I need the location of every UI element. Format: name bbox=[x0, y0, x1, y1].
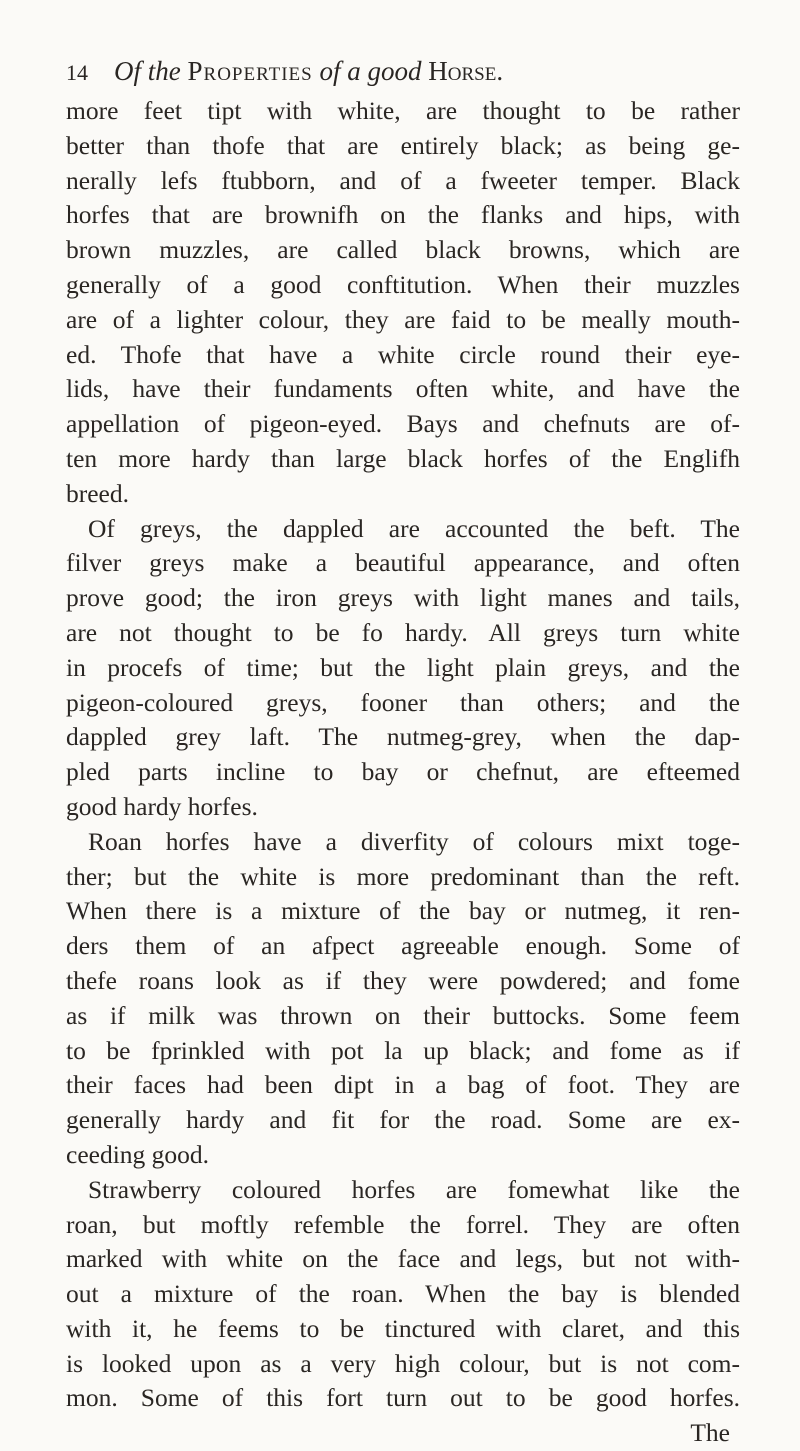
page-number: 14 bbox=[66, 60, 88, 85]
text-line: good hardy horfes. bbox=[66, 791, 258, 821]
title-horse: Horse. bbox=[428, 56, 504, 86]
text-line: are not thought to be fo hardy. All greys turn white bbox=[66, 617, 740, 647]
text-line: nerally lefs ftubborn, and of a fweeter temper. Black bbox=[66, 165, 740, 195]
title-of: of bbox=[319, 56, 341, 86]
text-line: better than thofe that are entirely black; as being ge- bbox=[66, 130, 740, 160]
text-line: ther; but the white is more predominant than the reft. bbox=[66, 861, 740, 891]
text-line: more feet tipt with white, are thought to be rather bbox=[66, 96, 740, 125]
text-line: pled parts incline to bay or chefnut, are efteemed bbox=[66, 757, 740, 787]
text-line: Roan horfes have a diverfity of colours mixt toge- bbox=[88, 826, 740, 856]
text-line: out a mixture of the roan. When the bay is blended bbox=[66, 1279, 740, 1309]
text-line: is looked upon as a very high colour, but is not com- bbox=[66, 1348, 740, 1378]
text-line: in procefs of time; but the light plain greys, and the bbox=[66, 652, 740, 682]
running-header bbox=[66, 54, 740, 90]
text-line: Strawberry coloured horfes are fomewhat like the bbox=[88, 1174, 740, 1204]
running-title bbox=[114, 54, 503, 88]
text-line: ders them of an afpect agreeable enough. Some of bbox=[66, 931, 740, 961]
text-line: filver greys make a beautiful appearance, and often bbox=[66, 548, 740, 578]
text-line: prove good; the iron greys with light manes and tails, bbox=[66, 583, 740, 613]
text-line: generally hardy and fit for the road. Some are ex- bbox=[66, 1105, 740, 1135]
text-line: ceeding good. bbox=[66, 1139, 210, 1169]
title-properties: Properties bbox=[187, 56, 313, 86]
text-line: their faces had been dipt in a bag of foot. They are bbox=[66, 1070, 740, 1100]
text-line: breed. bbox=[66, 478, 130, 508]
text-line: brown muzzles, are called black browns, which are bbox=[66, 235, 740, 265]
text-line: ed. Thofe that have a white circle round their eye- bbox=[66, 339, 740, 369]
text-line: appellation of pigeon-eyed. Bays and chefnuts are of- bbox=[66, 409, 740, 439]
text-line: lids, have their fundaments often white, and have the bbox=[66, 374, 740, 404]
text-line: marked with white on the face and legs, but not with- bbox=[66, 1244, 740, 1274]
text-line: to be fprinkled with pot la up black; and fome as if bbox=[66, 1035, 740, 1065]
text-line: Of greys, the dappled are accounted the beft. The bbox=[88, 513, 740, 543]
text-line: with it, he feems to be tinctured with claret, and this bbox=[66, 1313, 740, 1343]
text-line: mon. Some of this fort turn out to be good horfes. bbox=[66, 1383, 740, 1413]
catchword: The bbox=[690, 1418, 730, 1448]
text-line: horfes that are brownifh on the flanks and hips, with bbox=[66, 200, 740, 230]
text-line: are of a lighter colour, they are faid to be meally mouth- bbox=[66, 304, 740, 334]
text-line: When there is a mixture of the bay or nutmeg, it ren- bbox=[66, 896, 740, 926]
body-text bbox=[66, 94, 740, 1416]
text-line: generally of a good conftitution. When their muzzles bbox=[66, 269, 740, 299]
title-prefix: Of the bbox=[114, 56, 181, 86]
text-line: roan, but moftly refemble the forrel. They are often bbox=[66, 1209, 740, 1239]
text-line: pigeon-coloured greys, fooner than others; and the bbox=[66, 687, 740, 717]
text-line: dappled grey laft. The nutmeg-grey, when the dap- bbox=[66, 722, 740, 752]
text-line: ten more hardy than large black horfes of the Englifh bbox=[66, 443, 740, 473]
text-line: as if milk was thrown on their buttocks. Some feem bbox=[66, 1000, 740, 1030]
text-line: thefe roans look as if they were powdered; and fome bbox=[66, 965, 740, 995]
title-a-good: a good bbox=[347, 56, 422, 86]
